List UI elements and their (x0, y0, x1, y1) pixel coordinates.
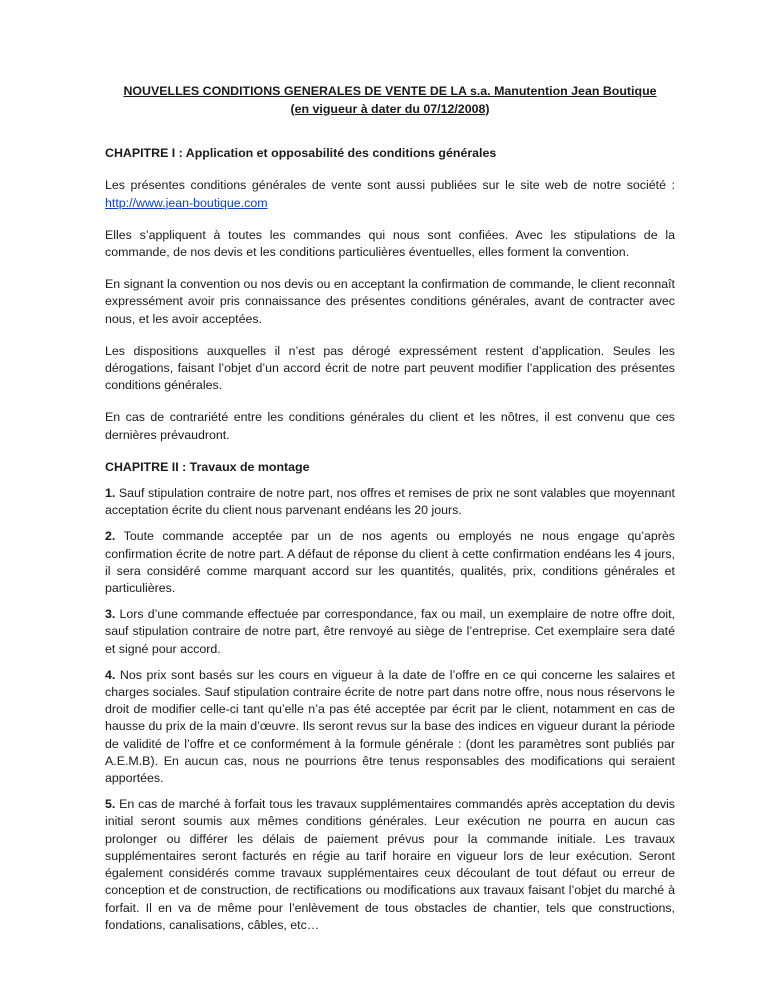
article-2-text: Toute commande acceptée par un de nos agents ou employés ne nous engage qu’après confirmation écrite de notre part. A défaut de réponse du client à cette confirmation endéans les 4 jours, il sera considéré comme marquant accord sur les quantités, qualités, prix, conditions générales et particulières. (105, 529, 675, 596)
website-link[interactable]: http://www.jean-boutique.com (105, 195, 268, 210)
article-3 (105, 606, 675, 658)
document-content (105, 83, 675, 943)
title-line-1: NOUVELLES CONDITIONS GENERALES DE VENTE DE LA s.a. Manutention Jean Boutique (123, 84, 657, 98)
title-line-2: (en vigueur à dater du 07/12/2008) (290, 101, 490, 116)
article-5 (105, 796, 675, 934)
article-5-text: En cas de marché à forfait tous les travaux supplémentaires commandés après acceptation du devis initial seront soumis aux mêmes conditions générales. Leur exécution ne pourra en aucun cas prolonger ou différer les délais de paiement prévus pour la commande initiale. Les travaux supplémentaires seront facturés en régie au tarif horaire en vigueur lors de leur exécution. Seront également considérés comme travaux supplémentaires ceux découlant de tout défaut ou erreur de conception et de construction, de rectifications ou modifications aux travaux faisant l’objet du marché à forfait. Il en va de même pour l’enlèvement de tous obstacles de chantier, tels que constructions, fondations, canalisations, câbles, etc… (105, 797, 675, 932)
article-5-number: 5. (105, 797, 116, 812)
chapter-2-label: CHAPITRE II (105, 459, 179, 474)
chapter-1-paragraph-4: Les dispositions auxquelles il n’est pas dérogé expressément restent d’application. Seules les dérogations, faisant l’objet d’un accord écrit de notre part peuvent modifier l’application des présentes conditions générales. (105, 343, 675, 393)
chapter-1-paragraph-1-text: Les présentes conditions générales de vente sont aussi publiées sur le site web de notre société : (105, 178, 675, 193)
chapter-1-paragraph-5: En cas de contrariété entre les conditions générales du client et les nôtres, il est convenu que ces dernières prévaudront. (105, 410, 675, 442)
article-2 (105, 528, 675, 597)
article-4-text: Nos prix sont basés sur les cours en vigueur à la date de l’offre en ce qui concerne les salaires et charges sociales. Sauf stipulation contraire écrite de notre part dans notre offre, nous nous réservons le droit de modifier celle-ci tant qu’elle n’a pas été acceptée par écrit par le client, notamment en cas de hausse du prix de la main d’œuvre. Ils seront revus sur la base des indices en vigueur durant la période de validité de l’offre et ce conformément à la formule générale : (dont les paramètres sont publiés par A.E.M.B). En aucun cas, nous ne pourrions être tenus responsables des modifications qui seraient apportées. (105, 667, 675, 786)
article-4 (105, 667, 675, 787)
article-4-number: 4. (105, 667, 116, 682)
chapter-1-title: : Application et opposabilité des conditions générales (175, 146, 497, 161)
article-1-number: 1. (105, 486, 116, 501)
article-3-number: 3. (105, 607, 116, 622)
article-2-number: 2. (105, 529, 116, 544)
chapter-1-heading (105, 145, 675, 162)
article-3-text: Lors d’une commande effectuée par correspondance, fax ou mail, un exemplaire de notre offre doit, sauf stipulation contraire de notre part, être renvoyé au siège de l’entreprise. Cet exemplaire sera daté et signé pour accord. (105, 607, 675, 656)
document-title (105, 83, 675, 118)
chapter-1-paragraph-3: En signant la convention ou nos devis ou en acceptant la confirmation de commande, le client reconnaît expressément avoir pris connaissance des présentes conditions générales, avant de contracter avec nous, et les avoir acceptées. (105, 277, 675, 326)
chapter-1-label: CHAPITRE I (105, 146, 176, 161)
chapter-2-heading (105, 459, 675, 476)
chapter-1-paragraph-2: Elles s’appliquent à toutes les commandes qui nous sont confiées. Avec les stipulations de la commande, de nos devis et les conditions particulières éventuelles, elles forment la convention. (105, 227, 675, 259)
article-1-text: Sauf stipulation contraire de notre part, nos offres et remises de prix ne sont valables que moyennant acceptation écrite du client nous parvenant endéans les 20 jours. (105, 486, 675, 518)
chapter-1-paragraph-1 (105, 177, 675, 211)
chapter-2-title: : Travaux de montage (178, 459, 310, 474)
article-1 (105, 485, 675, 519)
